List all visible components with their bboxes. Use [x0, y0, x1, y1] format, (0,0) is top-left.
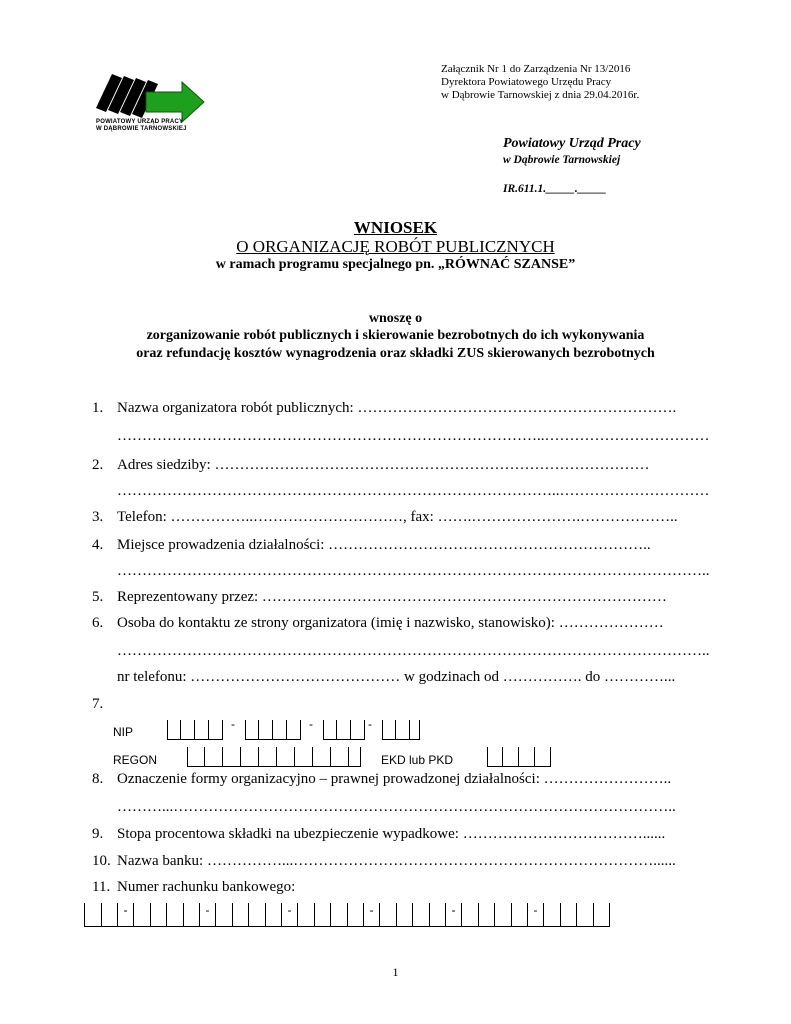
- regon-digit-box[interactable]: [295, 747, 313, 767]
- nip-digit-box[interactable]: [181, 720, 195, 740]
- regon-digit-box[interactable]: [241, 747, 259, 767]
- document-title: WNIOSEK: [353, 218, 438, 237]
- request-line-3: oraz refundację kosztów wynagrodzenia oraz składki ZUS skierowanych bezrobotnych: [136, 346, 655, 361]
- field-9-number: 9.: [92, 826, 104, 842]
- nip-digit-box[interactable]: [351, 720, 365, 740]
- ekd-digit-box[interactable]: [503, 747, 519, 767]
- bank-account-end-border: [609, 903, 610, 927]
- request-line-2: zorganizowanie robót publicznych i skierowanie bezrobotnych do ich wykonywania: [146, 328, 645, 343]
- nip-digit-box[interactable]: [273, 720, 287, 740]
- nip-digit-box[interactable]: [410, 720, 420, 740]
- nip-digit-box[interactable]: [323, 720, 337, 740]
- bank-account-digit-box[interactable]: [297, 903, 314, 927]
- field-business-location[interactable]: Miejsce prowadzenia działalności: ………………………………………………………..: [117, 537, 651, 553]
- nip-digit-box[interactable]: [396, 720, 410, 740]
- nip-dash: -: [309, 717, 313, 731]
- annex-line-2: Dyrektora Powiatowego Urzędu Pracy: [441, 76, 612, 88]
- bank-account-digit-box[interactable]: [461, 903, 478, 927]
- field-11-number: 11.: [92, 879, 111, 895]
- logo-line-2: W DĄBROWIE TARNOWSKIEJ: [96, 126, 187, 132]
- field-1-number: 1.: [92, 400, 104, 416]
- bank-account-dash: -: [363, 903, 379, 927]
- nip-dash: -: [368, 717, 372, 731]
- bank-account-digit-box[interactable]: [232, 903, 249, 927]
- bank-account-digit-box[interactable]: [560, 903, 577, 927]
- regon-digit-box[interactable]: [223, 747, 241, 767]
- bank-account-digit-box[interactable]: [379, 903, 396, 927]
- nip-digit-box[interactable]: [209, 720, 223, 740]
- logo-text: [96, 119, 187, 133]
- nip-digit-box[interactable]: [167, 720, 181, 740]
- regon-label: REGON: [113, 753, 158, 767]
- field-contact-person-cont[interactable]: ………………………………………………………………………………………………………..: [117, 643, 710, 659]
- field-8-number: 8.: [92, 771, 104, 787]
- field-legal-form-cont[interactable]: ………...………………………………………………………………………………………..: [117, 799, 676, 815]
- ekd-digit-box[interactable]: [487, 747, 503, 767]
- bank-account-digit-box[interactable]: [494, 903, 511, 927]
- ekd-pkd-label: EKD lub PKD: [381, 753, 454, 767]
- nip-dash: -: [231, 717, 235, 731]
- field-accident-rate[interactable]: Stopa procentowa składki na ubezpieczenie wypadkowe: ………………………………......: [117, 826, 666, 842]
- bank-account-digit-box[interactable]: [478, 903, 495, 927]
- bank-account-dash: -: [117, 903, 133, 927]
- bank-account-digit-box[interactable]: [133, 903, 150, 927]
- bank-account-digit-box[interactable]: [265, 903, 282, 927]
- field-bank-account-label: Numer rachunku bankowego:: [117, 879, 296, 895]
- nip-digit-box[interactable]: [259, 720, 273, 740]
- bank-account-digit-box[interactable]: [396, 903, 413, 927]
- bank-account-digit-box[interactable]: [150, 903, 167, 927]
- field-organizer-name[interactable]: Nazwa organizatora robót publicznych: ……………………………………………………….: [117, 400, 677, 416]
- bank-account-digit-box[interactable]: [101, 903, 118, 927]
- field-bank-name[interactable]: Nazwa banku: ……………...………………………………………………………………......: [117, 853, 676, 869]
- bank-account-digit-box[interactable]: [166, 903, 183, 927]
- field-business-location-cont[interactable]: ………………………………………………………………………………………………………..: [117, 563, 710, 579]
- bank-account-digit-box[interactable]: [215, 903, 232, 927]
- reference-number: IR.611.1._____._____: [503, 183, 607, 195]
- field-3-number: 3.: [92, 509, 104, 525]
- office-city: w Dąbrowie Tarnowskiej: [503, 154, 621, 166]
- field-4-number: 4.: [92, 537, 104, 553]
- ekd-digit-box[interactable]: [535, 747, 551, 767]
- annex-line-1: Załącznik Nr 1 do Zarządzenia Nr 13/2016: [441, 63, 631, 75]
- annex-note: [441, 63, 639, 102]
- bank-account-digit-box[interactable]: [314, 903, 331, 927]
- bank-account-digit-box[interactable]: [543, 903, 560, 927]
- page-number: 1: [392, 965, 399, 979]
- ekd-digit-box[interactable]: [519, 747, 535, 767]
- regon-digit-box[interactable]: [259, 747, 277, 767]
- bank-account-digit-box[interactable]: [429, 903, 446, 927]
- field-contact-person[interactable]: Osoba do kontaktu ze strony organizatora (imię i nazwisko, stanowisko): …………………: [117, 615, 664, 631]
- regon-digit-box[interactable]: [187, 747, 205, 767]
- field-6-number: 6.: [92, 615, 104, 631]
- nip-digit-box[interactable]: [287, 720, 301, 740]
- logo-line-1: POWIATOWY URZĄD PRACY: [96, 119, 184, 125]
- document-subtitle: O ORGANIZACJĘ ROBÓT PUBLICZNYCH: [236, 237, 555, 256]
- field-address[interactable]: Adres siedziby: ……………………………………………………………………………: [117, 457, 650, 473]
- nip-digit-box[interactable]: [382, 720, 396, 740]
- regon-digit-box[interactable]: [349, 747, 361, 767]
- bank-account-dash: -: [199, 903, 215, 927]
- field-address-cont[interactable]: ……………………………………………………………………………..…………………………: [117, 483, 710, 499]
- office-name: Powiatowy Urząd Pracy: [503, 136, 641, 151]
- field-2-number: 2.: [92, 457, 104, 473]
- nip-label: NIP: [113, 725, 134, 739]
- field-legal-form[interactable]: Oznaczenie formy organizacyjno – prawnej prowadzonej działalności: ……………………..: [117, 771, 672, 787]
- field-phone-fax[interactable]: Telefon: ……………..…………………………, fax: …….………………….………………..: [117, 509, 678, 525]
- request-line-1: wnoszę o: [368, 311, 423, 326]
- bank-account-digit-box[interactable]: [347, 903, 364, 927]
- office-address: [503, 135, 641, 169]
- bank-account-digit-box[interactable]: [511, 903, 528, 927]
- bank-account-digit-box[interactable]: [412, 903, 429, 927]
- bank-account-digit-box[interactable]: [593, 903, 610, 927]
- bank-account-dash: -: [527, 903, 543, 927]
- field-contact-phone-hours[interactable]: nr telefonu: …………………………………… w godzinach od ……………. do …………...: [117, 669, 676, 685]
- bank-account-digit-box[interactable]: [84, 903, 101, 927]
- bank-account-digit-box[interactable]: [576, 903, 593, 927]
- nip-digit-box[interactable]: [195, 720, 209, 740]
- regon-digit-box[interactable]: [313, 747, 331, 767]
- field-10-number: 10.: [92, 853, 111, 869]
- field-7-number: 7.: [92, 696, 104, 712]
- regon-digit-box[interactable]: [277, 747, 295, 767]
- regon-digit-box[interactable]: [331, 747, 349, 767]
- nip-digit-box[interactable]: [245, 720, 259, 740]
- field-organizer-name-cont[interactable]: …………………………………………………………………………..……………………………: [117, 428, 710, 444]
- bank-account-digit-box[interactable]: [330, 903, 347, 927]
- bank-account-digit-box[interactable]: [248, 903, 265, 927]
- bank-account-digit-box[interactable]: [183, 903, 200, 927]
- regon-digit-box[interactable]: [205, 747, 223, 767]
- annex-line-3: w Dąbrowie Tarnowskiej z dnia 29.04.2016r.: [441, 89, 640, 101]
- field-5-number: 5.: [92, 589, 104, 605]
- field-representative[interactable]: Reprezentowany przez: ………………………………………………………………………: [117, 589, 667, 605]
- bank-account-dash: -: [281, 903, 297, 927]
- bank-account-dash: -: [445, 903, 461, 927]
- nip-digit-box[interactable]: [337, 720, 351, 740]
- program-name: w ramach programu specjalnego pn. „RÓWNAĆ SZANSE”: [215, 257, 576, 272]
